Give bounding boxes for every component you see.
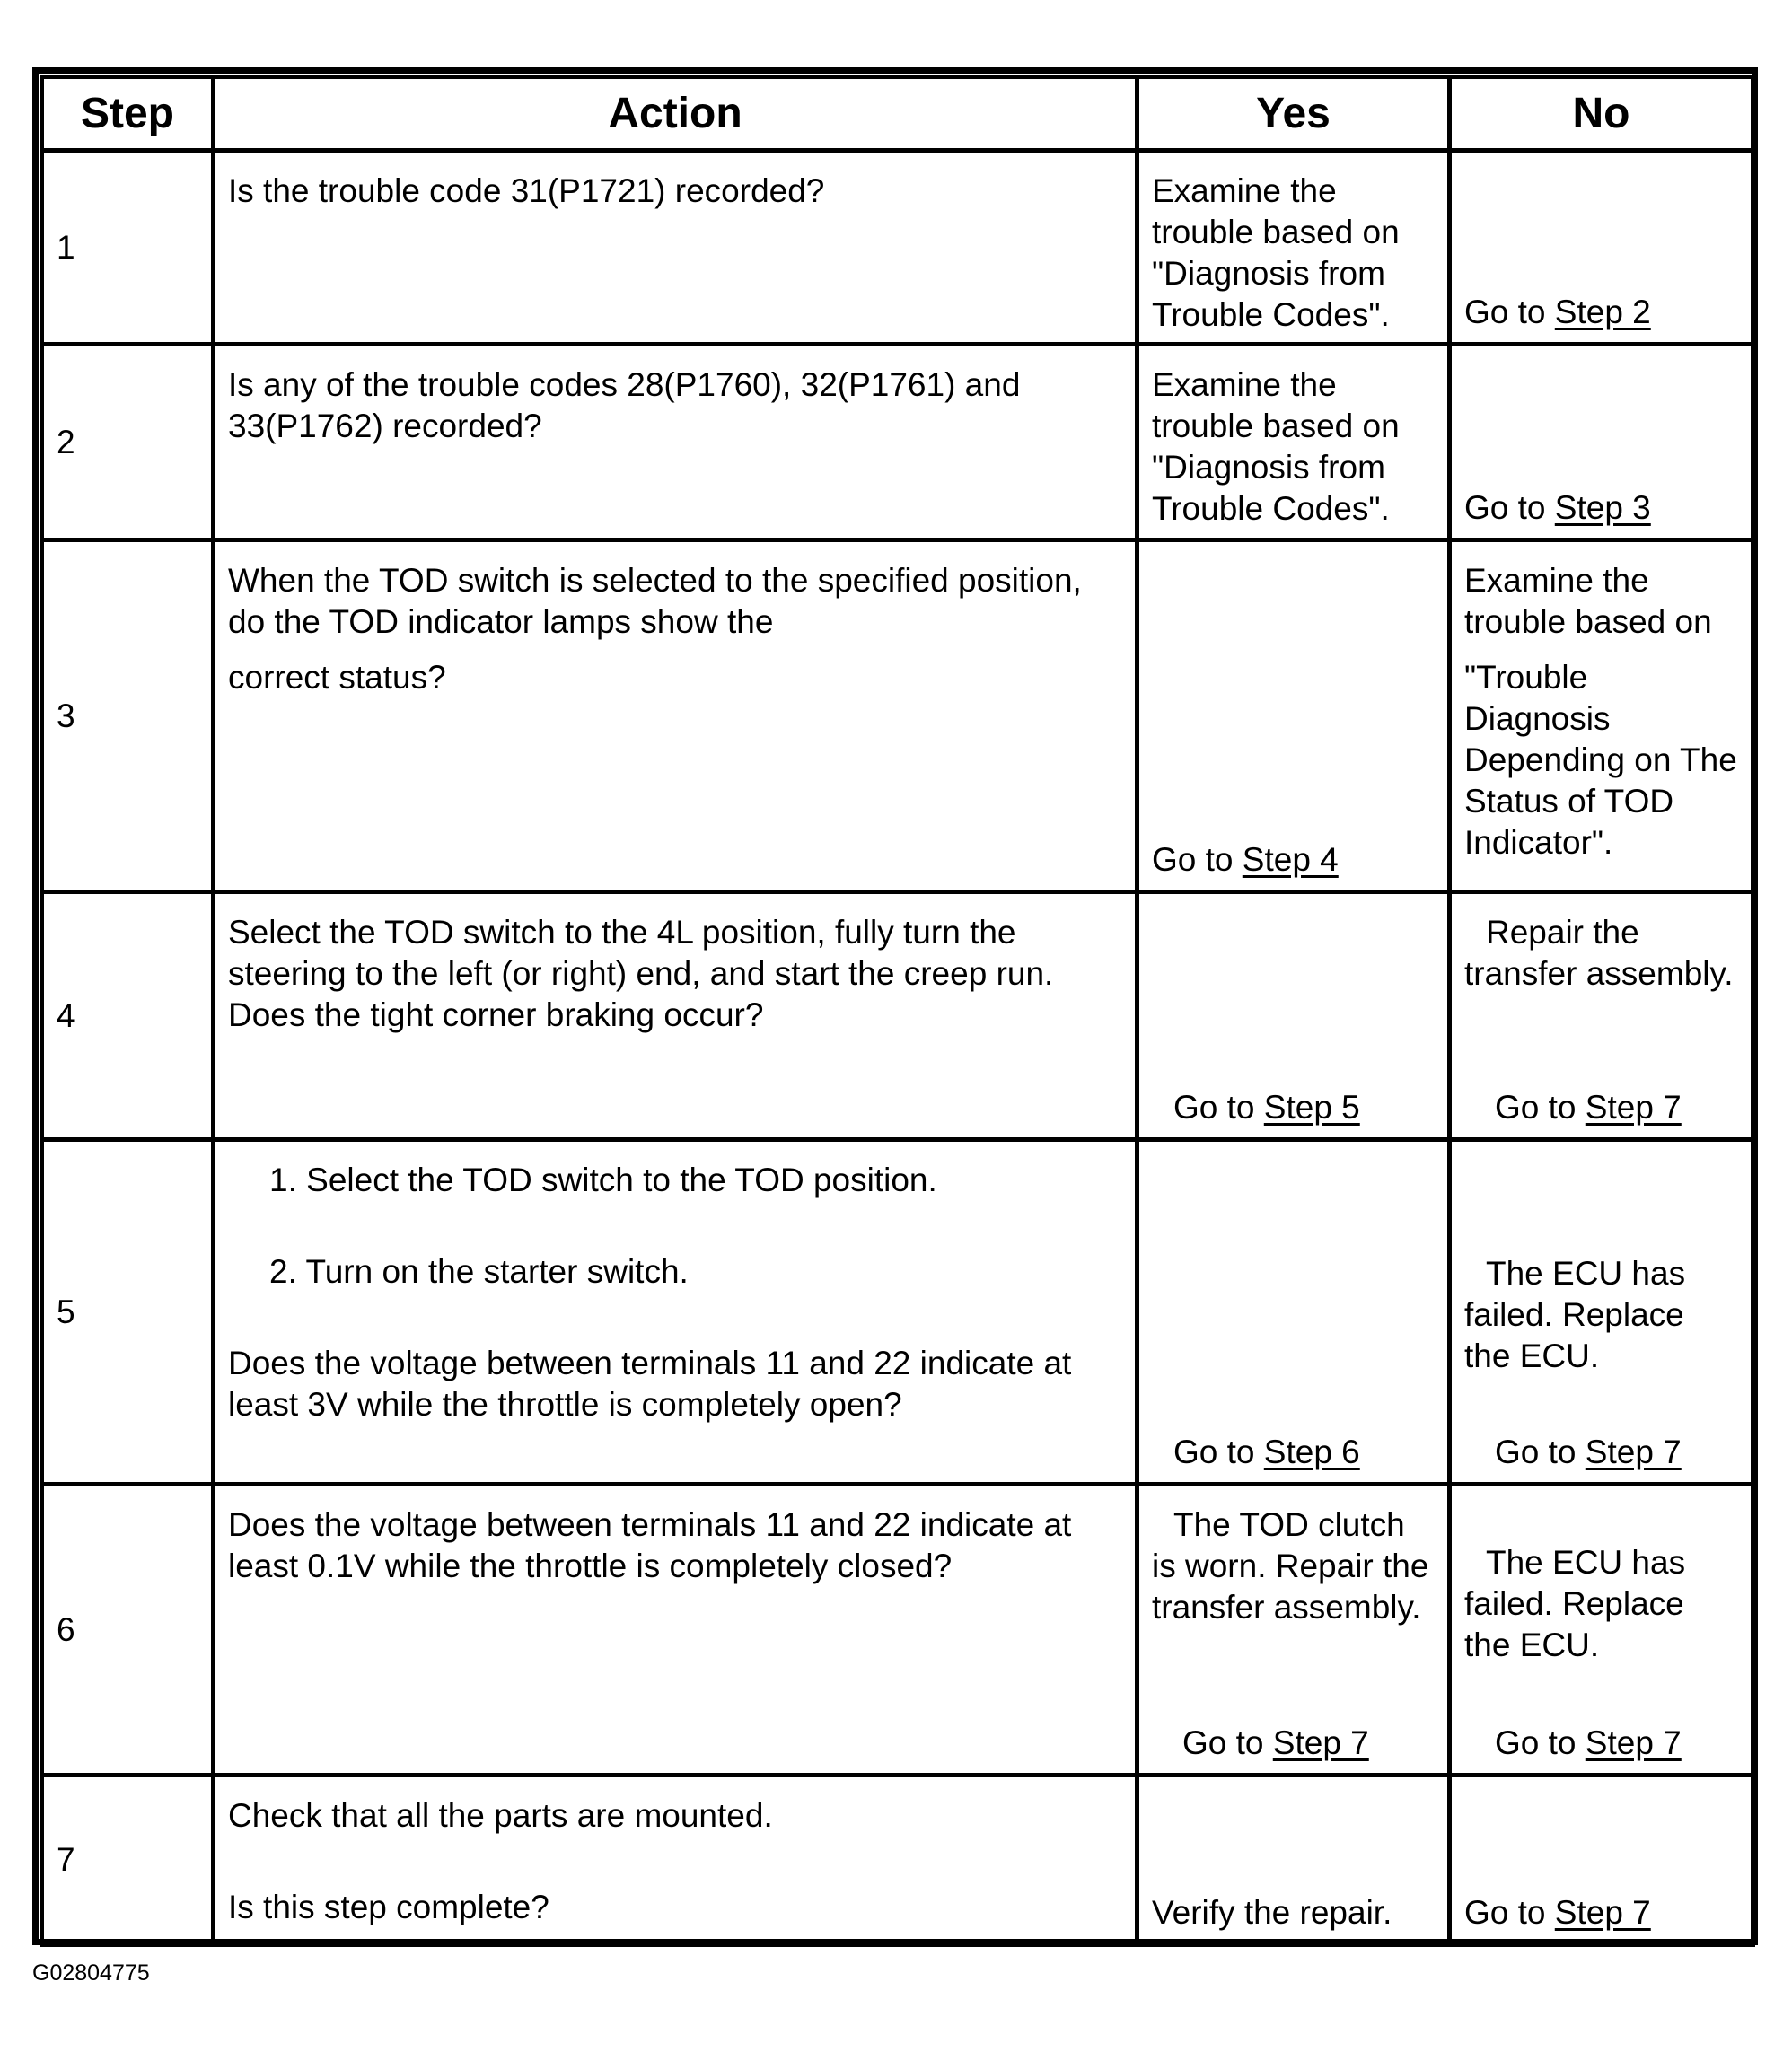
yes-cell: [1138, 345, 1450, 540]
step-number: 4: [42, 892, 214, 1140]
step-number: 5: [42, 1140, 214, 1485]
step-link[interactable]: Step 7: [1585, 1089, 1682, 1126]
header-action: Action: [214, 77, 1138, 151]
step-number: 7: [42, 1776, 214, 1945]
go-to-prefix: Go to: [1495, 1434, 1586, 1470]
figure-id: G02804775: [32, 1960, 150, 1986]
no-go-to: [1464, 487, 1745, 529]
go-to-prefix: Go to: [1182, 1724, 1273, 1761]
table-row: [42, 151, 1753, 345]
no-text: The ECU has failed. Replace the ECU.: [1464, 1544, 1686, 1663]
action-cell: [214, 151, 1138, 345]
go-to-prefix: Go to: [1495, 1724, 1586, 1761]
table-row: [42, 892, 1753, 1140]
yes-go-to: [1173, 1087, 1442, 1128]
no-go-to: [1495, 1432, 1745, 1473]
action-text: Is the trouble code 31(P1721) recorded?: [228, 172, 825, 209]
action-text: Does the voltage between terminals 11 and 22 indicate at least 3V while the throttle is completely open?: [228, 1345, 1072, 1423]
no-text-reference: "Trouble Diagnosis Depending on The Status of TOD Indicator".: [1464, 659, 1737, 861]
step-link[interactable]: Step 6: [1263, 1434, 1360, 1470]
table-row: [42, 540, 1753, 892]
no-text: Examine the trouble based on: [1464, 562, 1712, 640]
step-number: 2: [42, 345, 214, 540]
table-row: [42, 1485, 1753, 1776]
yes-cell: [1138, 540, 1450, 892]
no-go-to: [1495, 1723, 1745, 1764]
step-link[interactable]: Step 3: [1554, 489, 1651, 526]
step-number: 3: [42, 540, 214, 892]
table-row: [42, 345, 1753, 540]
step-link[interactable]: Step 7: [1585, 1724, 1682, 1761]
no-go-to: [1464, 1892, 1745, 1934]
action-text: When the TOD switch is selected to the specified position, do the TOD indicator lamps show the: [228, 562, 1082, 640]
no-go-to: [1464, 292, 1745, 333]
yes-cell: [1138, 892, 1450, 1140]
no-cell: [1450, 1485, 1753, 1776]
action-cell: [214, 1776, 1138, 1945]
header-yes: Yes: [1138, 77, 1450, 151]
step-link[interactable]: Step 5: [1263, 1089, 1360, 1126]
action-cell: [214, 892, 1138, 1140]
step-link[interactable]: Step 7: [1272, 1724, 1369, 1761]
header-no: No: [1450, 77, 1753, 151]
go-to-prefix: Go to: [1464, 1894, 1555, 1931]
yes-go-to: [1152, 839, 1442, 881]
yes-go-to: [1182, 1723, 1442, 1764]
action-cell: [214, 540, 1138, 892]
step-link[interactable]: Step 7: [1585, 1434, 1682, 1470]
yes-text: Examine the trouble based on "Diagnosis from Trouble Codes".: [1152, 366, 1400, 527]
go-to-prefix: Go to: [1152, 841, 1243, 878]
no-go-to: [1495, 1087, 1745, 1128]
no-cell: [1450, 345, 1753, 540]
action-text: Is this step complete?: [228, 1889, 549, 1925]
no-text: Repair the transfer assembly.: [1464, 914, 1734, 992]
yes-text: Examine the trouble based on "Diagnosis from Trouble Codes".: [1152, 172, 1400, 333]
header-step: Step: [42, 77, 214, 151]
action-step-1: 1. Select the TOD switch to the TOD position.: [269, 1162, 937, 1198]
go-to-prefix: Go to: [1464, 294, 1555, 330]
go-to-prefix: Go to: [1464, 489, 1555, 526]
action-text: Check that all the parts are mounted.: [228, 1797, 773, 1834]
step-number: 1: [42, 151, 214, 345]
step-link[interactable]: Step 7: [1554, 1894, 1651, 1931]
no-cell: [1450, 892, 1753, 1140]
step-link[interactable]: Step 2: [1554, 294, 1651, 330]
table-row: [42, 1140, 1753, 1485]
go-to-prefix: Go to: [1495, 1089, 1586, 1126]
yes-go-to: [1173, 1432, 1442, 1473]
no-cell: [1450, 1776, 1753, 1945]
yes-cell: [1138, 1140, 1450, 1485]
yes-result: Verify the repair.: [1152, 1894, 1392, 1931]
no-cell: [1450, 540, 1753, 892]
action-cell: [214, 345, 1138, 540]
table-row: [42, 1776, 1753, 1945]
yes-cell: [1138, 151, 1450, 345]
step-link[interactable]: Step 4: [1242, 841, 1339, 878]
no-text: The ECU has failed. Replace the ECU.: [1464, 1255, 1686, 1374]
yes-text: The TOD clutch is worn. Repair the transfer assembly.: [1152, 1506, 1429, 1626]
no-cell: [1450, 151, 1753, 345]
no-cell: [1450, 1140, 1753, 1485]
action-text: correct status?: [228, 659, 446, 696]
go-to-prefix: Go to: [1173, 1089, 1264, 1126]
diagnostic-table: [40, 75, 1755, 1947]
go-to-prefix: Go to: [1173, 1434, 1264, 1470]
yes-cell: [1138, 1776, 1450, 1945]
action-cell: [214, 1485, 1138, 1776]
step-number: 6: [42, 1485, 214, 1776]
yes-cell: [1138, 1485, 1450, 1776]
action-step-2: 2. Turn on the starter switch.: [269, 1253, 689, 1290]
action-text: Does the voltage between terminals 11 and 22 indicate at least 0.1V while the throttle is completely closed?: [228, 1506, 1072, 1584]
action-text: Select the TOD switch to the 4L position, fully turn the steering to the left (or right) end, and start the creep run. Does the tight corner braking occur?: [228, 914, 1054, 1033]
action-cell: [214, 1140, 1138, 1485]
header-row: [42, 77, 1753, 151]
action-text: Is any of the trouble codes 28(P1760), 32(P1761) and 33(P1762) recorded?: [228, 366, 1021, 444]
